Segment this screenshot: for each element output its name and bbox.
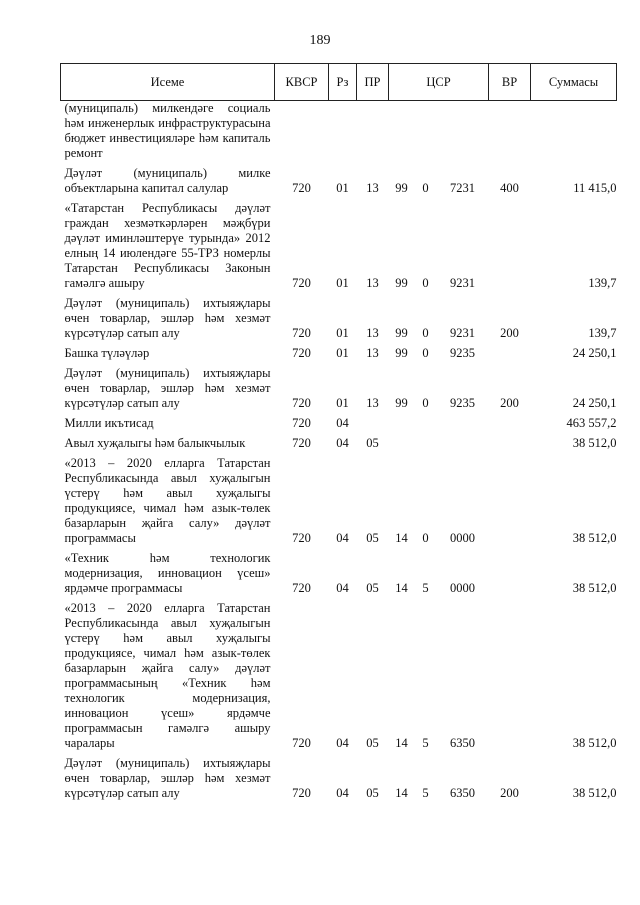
cell-vr: 200 <box>500 396 519 410</box>
cell-vr: 200 <box>500 786 519 800</box>
cell-name: «Техник һәм технологик модернизация, инновацион үсеш» ярдәмче программасы <box>64 551 271 595</box>
cell-name: Дәүләт (муниципаль) ихтыяҗлары өчен товарлар, эшләр һәм хезмәт күрсәтүләр сатып алу <box>64 296 271 340</box>
cell-vr <box>489 453 531 548</box>
table-row <box>61 598 617 753</box>
cell-kvsr: 720 <box>292 326 311 340</box>
cell-name: Башка түләүләр <box>64 346 150 360</box>
cell-csr-subprogram: 0 <box>422 396 429 410</box>
cell-sum <box>531 101 617 164</box>
cell-rz: 01 <box>336 276 349 290</box>
cell-sum: 38 512,0 <box>572 436 617 450</box>
table-row <box>61 753 617 803</box>
cell-csr-subprogram: 0 <box>422 531 429 545</box>
cell-kvsr: 720 <box>292 581 311 595</box>
table-row <box>61 293 617 343</box>
cell-csr-direction: 9235 <box>450 346 475 360</box>
cell-csr-program: 99 <box>395 276 408 290</box>
page-number: 189 <box>309 33 331 48</box>
cell-name: Дәүләт (муниципаль) ихтыяҗлары өчен товарлар, эшләр һәм хезмәт күрсәтүләр сатып алу <box>64 366 271 410</box>
header-csr: ЦСР <box>389 64 489 101</box>
header-sum: Суммасы <box>531 64 617 101</box>
header-pr: ПР <box>357 64 389 101</box>
cell-csr-direction: 9231 <box>450 326 475 340</box>
cell-csr-program <box>389 433 415 453</box>
cell-sum: 139,7 <box>588 276 617 290</box>
cell-kvsr: 720 <box>292 181 311 195</box>
cell-csr-direction <box>437 413 489 433</box>
table-header <box>61 64 617 101</box>
cell-sum: 463 557,2 <box>566 416 617 430</box>
cell-pr: 05 <box>366 436 379 450</box>
cell-csr-subprogram: 5 <box>422 786 429 800</box>
cell-pr <box>357 413 389 433</box>
cell-sum: 38 512,0 <box>572 581 617 595</box>
cell-pr: 13 <box>366 346 379 360</box>
cell-pr: 05 <box>366 786 379 800</box>
cell-kvsr <box>275 101 329 164</box>
cell-vr: 400 <box>500 181 519 195</box>
cell-csr-subprogram: 0 <box>422 346 429 360</box>
cell-rz: 04 <box>336 786 349 800</box>
cell-csr-subprogram: 0 <box>422 326 429 340</box>
cell-csr-direction: 7231 <box>450 181 475 195</box>
cell-csr-subprogram <box>415 433 437 453</box>
header-name: Исеме <box>61 64 275 101</box>
cell-name: Милли икътисад <box>64 416 154 430</box>
cell-csr-program: 14 <box>395 786 408 800</box>
cell-kvsr: 720 <box>292 396 311 410</box>
cell-name: «2013 – 2020 елларга Татарстан Республикасында авыл хуҗалыгын үстерү һәм авыл хуҗалыгы продукциясе, чимал һәм азык-төлек базарларын җайга салу» дәүләт программасы <box>64 456 271 545</box>
cell-csr-direction <box>437 433 489 453</box>
table-body <box>61 101 617 804</box>
table-row <box>61 413 617 433</box>
cell-pr: 13 <box>366 326 379 340</box>
cell-csr-subprogram: 0 <box>422 181 429 195</box>
cell-csr-program: 99 <box>395 181 408 195</box>
cell-rz: 04 <box>336 416 349 430</box>
table-row <box>61 101 617 164</box>
cell-csr-program: 14 <box>395 531 408 545</box>
cell-vr <box>489 101 531 164</box>
cell-csr-subprogram: 0 <box>422 276 429 290</box>
cell-csr-direction: 0000 <box>450 531 475 545</box>
cell-vr <box>489 198 531 293</box>
cell-sum: 38 512,0 <box>572 786 617 800</box>
cell-rz: 01 <box>336 181 349 195</box>
cell-pr: 05 <box>366 581 379 595</box>
cell-pr: 13 <box>366 396 379 410</box>
cell-name: «2013 – 2020 елларга Татарстан Республикасында авыл хуҗалыгын үстерү һәм авыл хуҗалыгы продукциясе, чимал һәм азык-төлек базарларын җайга салу» дәүләт программасының «Техник һәм технологик модернизация, инновацион үсеш» ярдәмче программасын гамәлгә ашыру чаралары <box>64 601 271 750</box>
cell-pr: 13 <box>366 181 379 195</box>
cell-rz: 04 <box>336 531 349 545</box>
cell-pr: 13 <box>366 276 379 290</box>
cell-name: Дәүләт (муниципаль) ихтыяҗлары өчен товарлар, эшләр һәм хезмәт күрсәтүләр сатып алу <box>64 756 271 800</box>
cell-vr <box>489 548 531 598</box>
cell-csr-program: 14 <box>395 581 408 595</box>
cell-name: Авыл хуҗалыгы һәм балыкчылык <box>64 436 246 450</box>
table-row <box>61 163 617 198</box>
cell-rz: 01 <box>336 346 349 360</box>
cell-kvsr: 720 <box>292 346 311 360</box>
cell-sum: 139,7 <box>588 326 617 340</box>
cell-rz: 04 <box>336 581 349 595</box>
cell-sum: 24 250,1 <box>572 396 617 410</box>
cell-csr-program: 99 <box>395 346 408 360</box>
cell-rz: 01 <box>336 396 349 410</box>
cell-csr-subprogram <box>415 101 437 164</box>
cell-sum: 38 512,0 <box>572 736 617 750</box>
cell-csr-subprogram: 5 <box>422 581 429 595</box>
table-row <box>61 548 617 598</box>
header-kvsr: КВСР <box>275 64 329 101</box>
cell-kvsr: 720 <box>292 531 311 545</box>
cell-csr-direction: 9235 <box>450 396 475 410</box>
cell-pr: 05 <box>366 736 379 750</box>
cell-sum: 11 415,0 <box>573 181 617 195</box>
budget-table <box>60 63 617 803</box>
cell-kvsr: 720 <box>292 786 311 800</box>
table-row <box>61 343 617 363</box>
cell-csr-direction <box>437 101 489 164</box>
cell-vr <box>489 433 531 453</box>
cell-csr-direction: 0000 <box>450 581 475 595</box>
cell-csr-program <box>389 413 415 433</box>
cell-kvsr: 720 <box>292 276 311 290</box>
cell-csr-subprogram: 5 <box>422 736 429 750</box>
cell-sum: 24 250,1 <box>572 346 617 360</box>
header-rz: Рз <box>329 64 357 101</box>
cell-vr: 200 <box>500 326 519 340</box>
table-row <box>61 433 617 453</box>
cell-kvsr: 720 <box>292 736 311 750</box>
table-row <box>61 198 617 293</box>
cell-name: (муниципаль) милкендәге социаль һәм инженерлык инфраструктурасына бюджет инвестицияләре һәм капиталь ремонт <box>64 101 271 160</box>
cell-csr-direction: 6350 <box>450 786 475 800</box>
cell-name: «Татарстан Республикасы дәүләт граждан хезмәткәрләрен мәҗбүри дәүләт иминләштерүе турында» 2012 елның 14 июлендәге 55-ТРЗ номерлы Татарстан Республикасы Законын гамәлгә ашыру <box>64 201 271 290</box>
cell-csr-program: 99 <box>395 396 408 410</box>
cell-rz: 04 <box>336 436 349 450</box>
cell-csr-direction: 6350 <box>450 736 475 750</box>
cell-vr <box>489 413 531 433</box>
cell-sum: 38 512,0 <box>572 531 617 545</box>
cell-vr <box>489 343 531 363</box>
cell-kvsr: 720 <box>292 436 311 450</box>
cell-rz: 04 <box>336 736 349 750</box>
table-row <box>61 453 617 548</box>
header-vr: ВР <box>489 64 531 101</box>
cell-csr-program <box>389 101 415 164</box>
cell-csr-program: 14 <box>395 736 408 750</box>
cell-kvsr: 720 <box>292 416 311 430</box>
cell-name: Дәүләт (муниципаль) милке объектларына капитал салулар <box>64 166 271 195</box>
cell-csr-program: 99 <box>395 326 408 340</box>
cell-csr-subprogram <box>415 413 437 433</box>
cell-vr <box>489 598 531 753</box>
cell-csr-direction: 9231 <box>450 276 475 290</box>
cell-pr <box>357 101 389 164</box>
cell-pr: 05 <box>366 531 379 545</box>
table-row <box>61 363 617 413</box>
cell-rz: 01 <box>336 326 349 340</box>
cell-rz <box>329 101 357 164</box>
